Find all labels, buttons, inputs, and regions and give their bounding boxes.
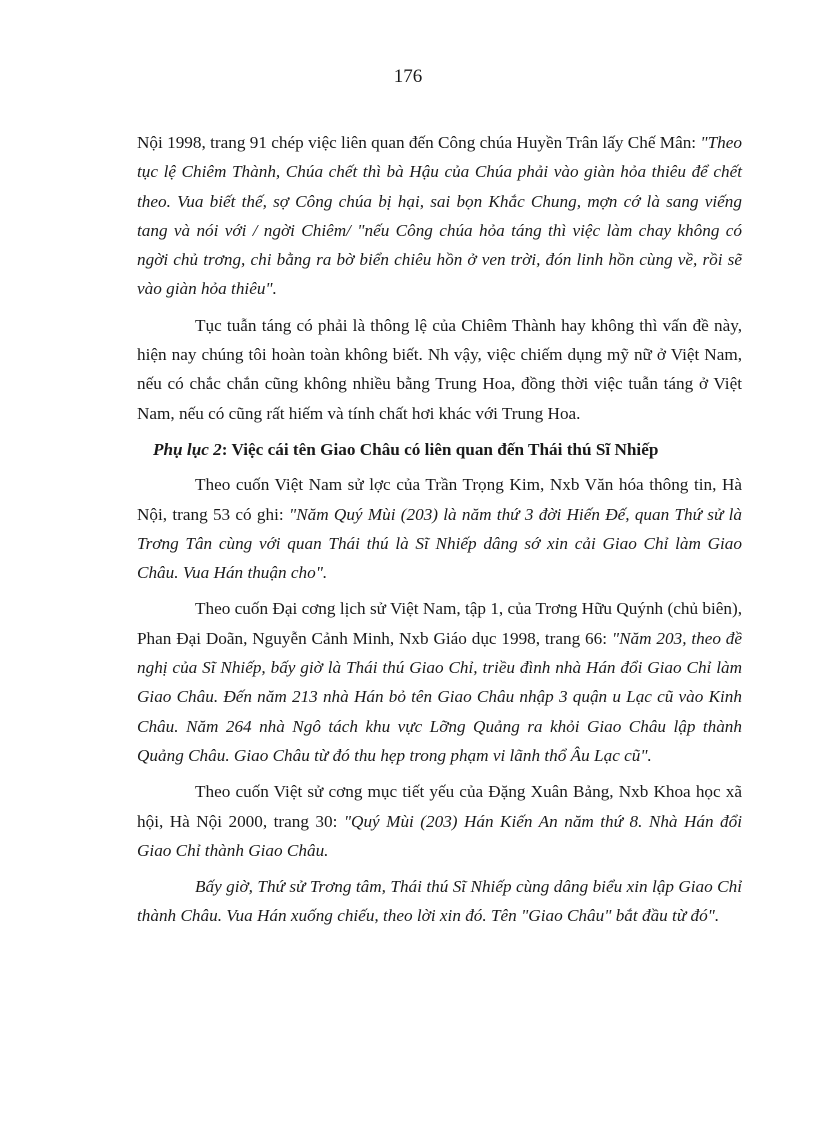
quoted-text: Bấy giờ, Thứ sử Trơng tâm, Thái thú Sĩ Nhiếp cùng dâng biểu xin lập Giao Chỉ thành Châu. Vua Hán xuống chiếu, theo lời xin đó. Tên "Giao Châu" bắt đầu từ đó".	[137, 877, 742, 926]
quoted-text: "Quý Mùi (203) Hán Kiến An năm thứ 8. Nhà Hán đổi Giao Chỉ thành Giao Châu.	[137, 811, 742, 860]
paragraph-text: Nội 1998, trang 91 chép việc liên quan đến Công chúa Huyền Trân lấy Chế Mân:	[137, 133, 701, 152]
paragraph-text: Theo cuốn Đại cơng lịch sử Việt Nam, tập 1, của Trơng Hữu Quýnh (chủ biên), Phan Đại Doãn, Nguyễn Cảnh Minh, Nxb Giáo dục 1998, trang 66:	[137, 599, 742, 648]
paragraph-text: Theo cuốn Việt sử cơng mục tiết yếu của Đặng Xuân Bảng, Nxb Khoa học xã hội, Hà Nội 2000, trang 30:	[137, 782, 742, 831]
paragraph-tran-trong-kim	[137, 470, 742, 587]
page-body	[137, 128, 742, 938]
paragraph-dang-xuan-bang	[137, 777, 742, 865]
appendix-title: : Việc cái tên Giao Châu có liên quan đến Thái thú Sĩ Nhiếp	[221, 439, 659, 459]
appendix-heading	[137, 435, 742, 464]
paragraph-dai-cuong	[137, 594, 742, 770]
paragraph-text: Theo cuốn Việt Nam sử lợc của Trần Trọng Kim, Nxb Văn hóa thông tin, Hà Nội, trang 53 có ghi:	[137, 475, 742, 524]
paragraph-tuan-tang: Tục tuẫn táng có phải là thông lệ của Chiêm Thành hay không thì vấn đề này, hiện nay chúng tôi hoàn toàn không biết. Nh vậy, việc chiếm dụng mỹ nữ ở Việt Nam, nếu có chắc chắn cũng không nhiều bằng Trung Hoa, đồng thời việc tuẫn táng ở Việt Nam, nếu có cũng rất hiếm và tính chất hơi khác với Trung Hoa.	[137, 315, 742, 423]
appendix-label: Phụ lục 2	[153, 439, 222, 459]
page-number: 176	[393, 66, 423, 87]
quoted-text: "Theo tục lệ Chiêm Thành, Chúa chết thì bà Hậu của Chúa phải vào giàn hỏa thiêu để chết theo. Vua biết thế, sợ Công chúa bị hại, sai bọn Khắc Chung, mợn cớ là sang viếng tang và nói với / ngời Chiêm/ "nếu Công chúa hỏa táng thì việc làm chay không có ngời chủ trơng, chi bằng ra bờ biển chiêu hồn ở ven trời, đón linh hồn cùng về, rồi sẽ vào giàn hỏa thiêu".	[137, 133, 742, 299]
paragraph-bay-gio	[137, 872, 742, 931]
quote-paragraph-huyen-tran	[137, 128, 742, 304]
quoted-text: "Năm Quý Mùi (203) là năm thứ 3 đời Hiến Đế, quan Thứ sử là Trơng Tân cùng với quan Thái thú là Sĩ Nhiếp dâng sớ xin cải Giao Chỉ làm Giao Châu. Vua Hán thuận cho".	[137, 504, 742, 583]
quoted-text: "Năm 203, theo đề nghị của Sĩ Nhiếp, bấy giờ là Thái thú Giao Chỉ, triều đình nhà Hán đổi Giao Chỉ làm Giao Châu. Đến năm 213 nhà Hán bỏ tên Giao Châu nhập 3 quận u Lạc cũ vào Kinh Châu. Năm 264 nhà Ngô tách khu vực Lỡng Quảng ra khỏi Giao Châu lập thành Quảng Châu. Giao Châu từ đó thu hẹp trong phạm vi lãnh thổ Âu Lạc cũ".	[137, 628, 742, 765]
